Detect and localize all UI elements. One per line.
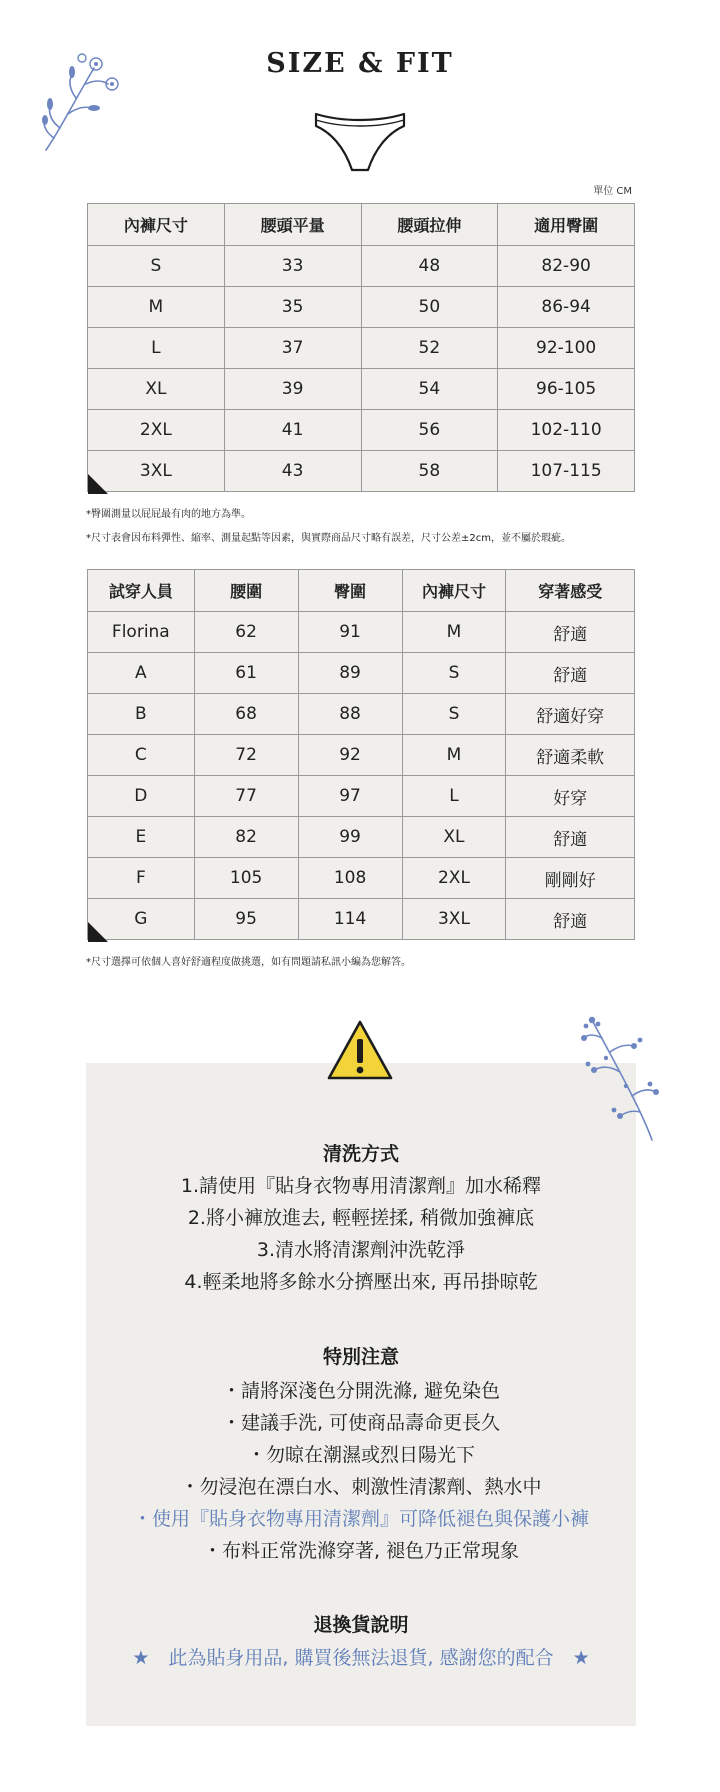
table-cell: 82-90 <box>498 246 635 287</box>
notice-item: ・布料正常洗滌穿著, 褪色乃正常現象 <box>202 1540 520 1562</box>
table-cell: 108 <box>298 858 402 899</box>
table-cell: S <box>402 653 506 694</box>
table-row <box>88 246 635 287</box>
table-cell: 61 <box>194 653 298 694</box>
notice-item: ・請將深淺色分開洗滌, 避免染色 <box>221 1380 501 1402</box>
table-cell: 86-94 <box>498 287 635 328</box>
table-cell: 58 <box>361 451 498 492</box>
table-cell: L <box>88 328 225 369</box>
table-cell: 剛剛好 <box>506 858 635 899</box>
table-header-cell: 腰頭拉伸 <box>361 204 498 246</box>
briefs-icon <box>312 108 408 176</box>
table-cell: A <box>88 653 195 694</box>
table-cell: M <box>88 287 225 328</box>
unit-label: 單位 CM <box>593 186 632 197</box>
table-header-cell: 內褲尺寸 <box>402 570 506 612</box>
table-cell: 43 <box>224 451 361 492</box>
table-cell: 88 <box>298 694 402 735</box>
table-cell: 舒適 <box>506 899 635 940</box>
table-cell: 舒適 <box>506 612 635 653</box>
care-panel <box>86 1063 636 1726</box>
table-cell: F <box>88 858 195 899</box>
return-text: ★ 此為貼身用品, 購買後無法退貨, 感謝您的配合 ★ <box>132 1647 590 1669</box>
table-header-cell: 試穿人員 <box>88 570 195 612</box>
table-cell: 105 <box>194 858 298 899</box>
table-cell: 舒適 <box>506 653 635 694</box>
table-row <box>88 369 635 410</box>
size-note: *臀圍測量以屁屁最有肉的地方為準。 <box>86 509 251 520</box>
fit-note: *尺寸選擇可依個人喜好舒適程度做挑選，如有問題請私訊小編為您解答。 <box>86 957 411 968</box>
table-cell: Florina <box>88 612 195 653</box>
size-note: *尺寸表會因布料彈性、縮率、測量起點等因素，與實際商品尺寸略有誤差，尺寸公差±2cm，並不屬於瑕疵。 <box>86 533 571 544</box>
table-header-row <box>88 204 635 246</box>
table-row <box>88 899 635 940</box>
table-header-cell: 臀圍 <box>298 570 402 612</box>
page-title: SIZE & FIT <box>266 48 454 79</box>
notice-item: ・建議手洗, 可使商品壽命更長久 <box>221 1412 501 1434</box>
table-cell: C <box>88 735 195 776</box>
table-cell: 96-105 <box>498 369 635 410</box>
table-cell: 50 <box>361 287 498 328</box>
table-header-row <box>88 570 635 612</box>
table-cell: 37 <box>224 328 361 369</box>
table-header-cell: 適用臀圍 <box>498 204 635 246</box>
table-cell: 48 <box>361 246 498 287</box>
table-cell: 89 <box>298 653 402 694</box>
notice-item: ・勿浸泡在漂白水、刺激性清潔劑、熱水中 <box>180 1476 542 1498</box>
table-corner-mark <box>88 474 108 494</box>
table-cell: 39 <box>224 369 361 410</box>
washing-title: 清洗方式 <box>322 1143 399 1165</box>
table-cell: 56 <box>361 410 498 451</box>
table-cell: D <box>88 776 195 817</box>
table-row <box>88 817 635 858</box>
table-cell: S <box>88 246 225 287</box>
washing-step: 1.請使用『貼身衣物專用清潔劑』加水稀釋 <box>180 1175 542 1197</box>
table-cell: S <box>402 694 506 735</box>
table-cell: E <box>88 817 195 858</box>
table-row <box>88 451 635 492</box>
table-cell: XL <box>88 369 225 410</box>
table-row <box>88 653 635 694</box>
table-cell: 舒適柔軟 <box>506 735 635 776</box>
table-cell: 舒適好穿 <box>506 694 635 735</box>
notice-item-highlight: ・使用『貼身衣物專用清潔劑』可降低褪色與保護小褲 <box>132 1508 589 1530</box>
table-cell: 68 <box>194 694 298 735</box>
table-cell: 91 <box>298 612 402 653</box>
table-header-cell: 內褲尺寸 <box>88 204 225 246</box>
table-cell: 82 <box>194 817 298 858</box>
table-row <box>88 776 635 817</box>
table-cell: 92-100 <box>498 328 635 369</box>
table-cell: 77 <box>194 776 298 817</box>
table-cell: M <box>402 612 506 653</box>
fit-table <box>87 569 635 940</box>
table-cell: 3XL <box>402 899 506 940</box>
table-header-cell: 腰圍 <box>194 570 298 612</box>
table-row <box>88 694 635 735</box>
table-row <box>88 328 635 369</box>
table-cell: 102-110 <box>498 410 635 451</box>
table-cell: 54 <box>361 369 498 410</box>
table-cell: B <box>88 694 195 735</box>
table-row <box>88 735 635 776</box>
table-row <box>88 612 635 653</box>
table-cell: 33 <box>224 246 361 287</box>
size-table <box>87 203 635 492</box>
table-cell: 2XL <box>88 410 225 451</box>
table-corner-mark <box>88 922 108 942</box>
table-cell: 107-115 <box>498 451 635 492</box>
table-cell: G <box>88 899 195 940</box>
table-cell: 舒適 <box>506 817 635 858</box>
table-cell: 97 <box>298 776 402 817</box>
notice-item: ・勿晾在潮濕或烈日陽光下 <box>246 1444 475 1466</box>
table-cell: 35 <box>224 287 361 328</box>
table-header-cell: 穿著感受 <box>506 570 635 612</box>
washing-step: 4.輕柔地將多餘水分擠壓出來, 再吊掛晾乾 <box>184 1271 538 1293</box>
return-title: 退換貨說明 <box>313 1614 409 1636</box>
table-row <box>88 410 635 451</box>
table-row <box>88 287 635 328</box>
table-cell: 99 <box>298 817 402 858</box>
table-header-cell: 腰頭平量 <box>224 204 361 246</box>
table-cell: 92 <box>298 735 402 776</box>
table-cell: M <box>402 735 506 776</box>
table-cell: XL <box>402 817 506 858</box>
table-cell: 72 <box>194 735 298 776</box>
table-cell: 62 <box>194 612 298 653</box>
table-cell: 好穿 <box>506 776 635 817</box>
notice-title: 特別注意 <box>322 1346 399 1368</box>
table-cell: 3XL <box>88 451 225 492</box>
table-cell: 114 <box>298 899 402 940</box>
table-cell: 95 <box>194 899 298 940</box>
flower-sprig-icon <box>580 1012 660 1142</box>
table-cell: 41 <box>224 410 361 451</box>
table-cell: 52 <box>361 328 498 369</box>
table-cell: 2XL <box>402 858 506 899</box>
warning-icon <box>326 1019 394 1081</box>
table-cell: L <box>402 776 506 817</box>
washing-step: 2.將小褲放進去, 輕輕搓揉, 稍微加強褲底 <box>187 1207 535 1229</box>
washing-step: 3.清水將清潔劑沖洗乾淨 <box>256 1239 466 1261</box>
table-row <box>88 858 635 899</box>
